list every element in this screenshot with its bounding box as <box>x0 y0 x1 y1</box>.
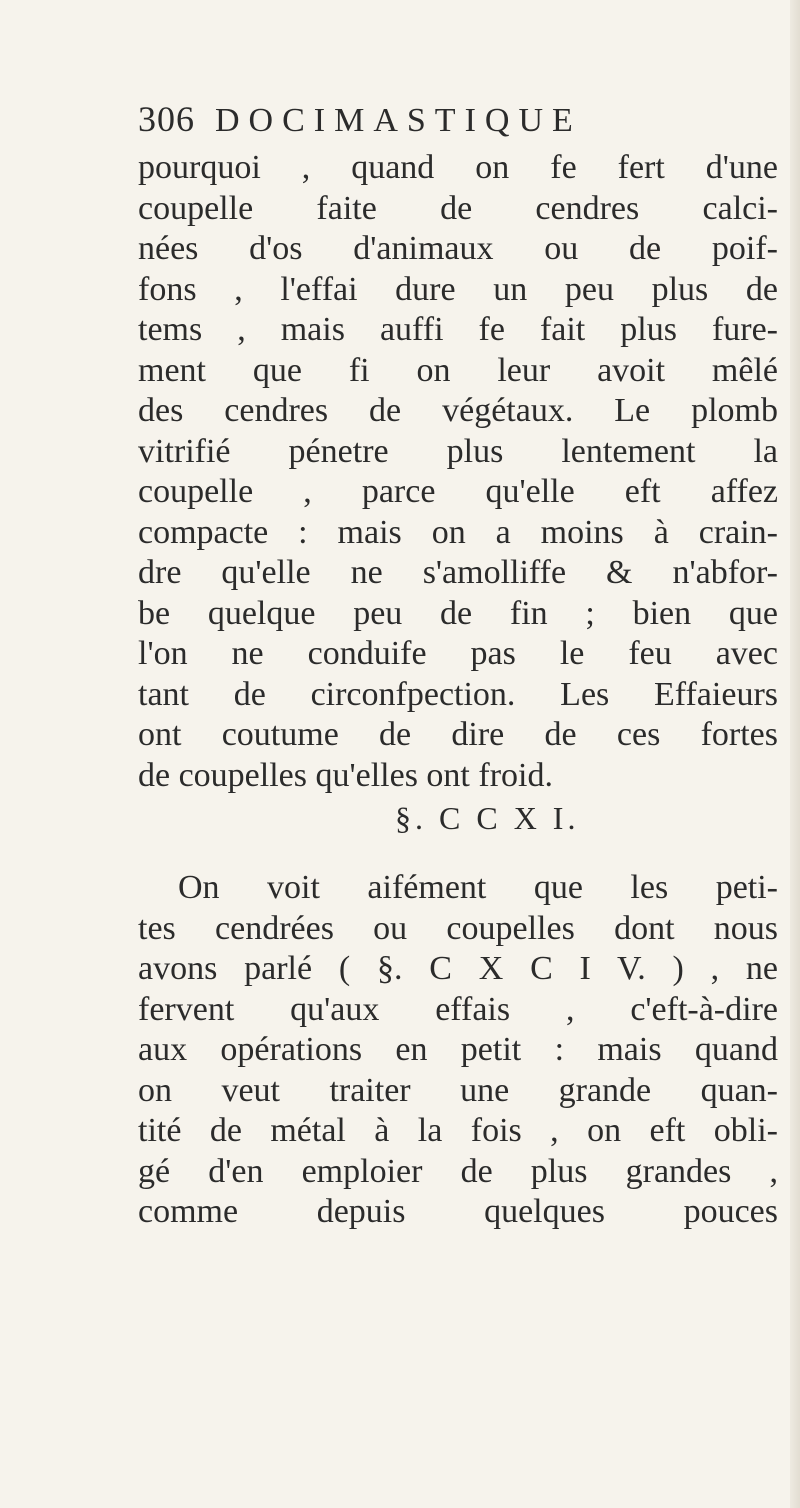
text-line: tes cendrées ou coupelles dont nous <box>138 909 778 947</box>
text-line: coupelle faite de cendres calci- <box>138 189 778 227</box>
text-line: de coupelles qu'elles ont froid. <box>138 756 553 794</box>
text-line: l'on ne conduife pas le feu avec <box>138 635 778 672</box>
text-line: tant de circonfpection. Les Effaieurs <box>138 675 778 713</box>
text-line: be quelque peu de fin ; bien que <box>138 594 778 632</box>
text-line: dre qu'elle ne s'amolliffe & n'abfor- <box>138 554 778 591</box>
text-line: vitrifié pénetre plus lentement la <box>138 432 778 470</box>
text-line: ont coutume de dire de ces fortes <box>138 716 778 753</box>
text-line: aux opérations en petit : mais quand <box>138 1031 778 1068</box>
text-line: ment que fi on leur avoit mêlé <box>138 351 778 389</box>
page-number: 306 <box>138 99 195 139</box>
text-line: On voit aifément que les peti- <box>178 869 778 906</box>
text-line: comme depuis quelques pouces <box>138 1193 778 1230</box>
text-line: compacte : mais on a moins à crain- <box>138 513 778 551</box>
text-line: fervent qu'aux effais , c'eft-à-dire <box>138 990 778 1028</box>
paragraph-1 <box>138 148 778 796</box>
text-line: tems , mais auffi fe fait plus fure- <box>138 311 778 348</box>
text-line: fons , l'effai dure un peu plus de <box>138 270 778 308</box>
text-line: gé d'en emploier de plus grandes , <box>138 1152 778 1190</box>
page-edge <box>790 0 800 1508</box>
running-head: DOCIMASTIQUE <box>215 102 582 139</box>
text-line: des cendres de végétaux. Le plomb <box>138 392 778 429</box>
text-line: on veut traiter une grande quan- <box>138 1071 778 1109</box>
text-line: pourquoi , quand on fe fert d'une <box>138 149 778 186</box>
text-line: coupelle , parce qu'elle eft affez <box>138 473 778 510</box>
text-line: avons parlé ( §. C X C I V. ) , ne <box>138 950 778 987</box>
section-heading: §. C C X I. <box>395 800 580 836</box>
paragraph-2 <box>138 868 778 1233</box>
text-line: tité de métal à la fois , on eft obli- <box>138 1112 778 1149</box>
text-line: nées d'os d'animaux ou de poif- <box>138 230 778 267</box>
page-header <box>138 98 582 148</box>
